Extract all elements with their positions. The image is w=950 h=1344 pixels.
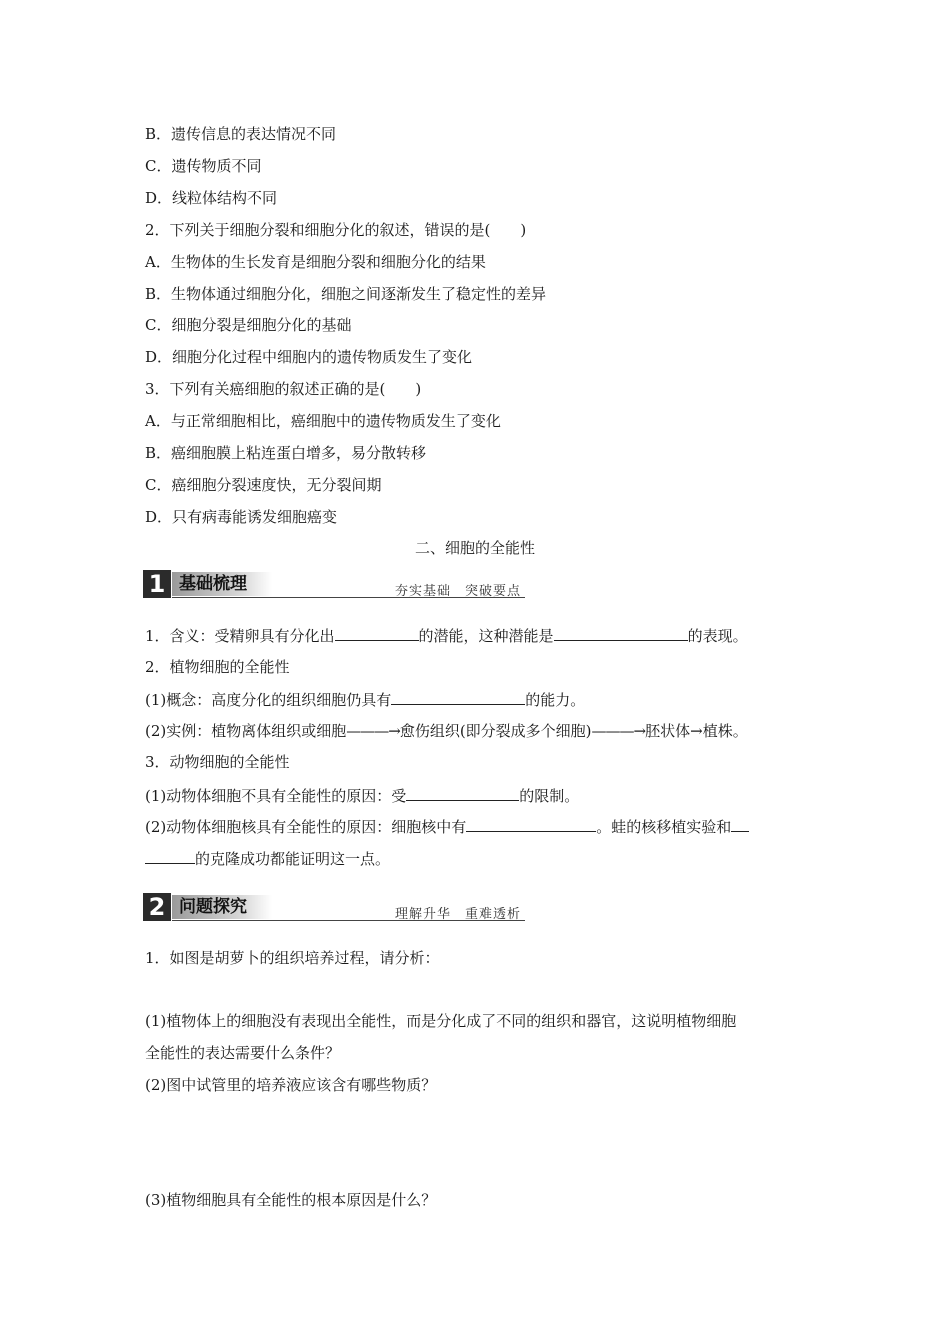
basics-item-3: 3．动物细胞的全能性 xyxy=(145,753,290,771)
basics-item-2: 2．植物细胞的全能性 xyxy=(145,658,290,676)
q1-option-c: C．遗传物质不同 xyxy=(145,157,262,175)
q3-option-d: D．只有病毒能诱发细胞癌变 xyxy=(145,508,338,526)
text: 的表现。 xyxy=(687,627,748,645)
basics-item-2-2 xyxy=(145,721,748,741)
q2-option-b: B．生物体通过细胞分化，细胞之间逐渐发生了稳定性的差异 xyxy=(145,285,547,303)
banner-rule xyxy=(172,920,525,921)
basics-item-2-1 xyxy=(145,689,585,710)
q3-stem: 3．下列有关癌细胞的叙述正确的是( ) xyxy=(145,380,422,398)
section-title: 二、细胞的全能性 xyxy=(414,539,535,557)
text: 。蛙的核移植实验和 xyxy=(596,818,732,836)
banner-subtitle: 夯实基础 突破要点 xyxy=(394,584,521,599)
text: 植株。 xyxy=(702,722,748,740)
banner-rule xyxy=(172,597,525,598)
q2-stem: 2．下列关于细胞分裂和细胞分化的叙述，错误的是( ) xyxy=(145,221,527,239)
basics-item-3-1 xyxy=(145,785,579,806)
explore-part-1-line-2: 全能性的表达需要什么条件？ xyxy=(145,1044,341,1062)
fill-blank xyxy=(391,689,525,705)
banner-subtitle: 理解升华 重难透析 xyxy=(394,907,521,922)
basics-item-3-2 xyxy=(145,816,749,837)
text: 愈伤组织(即分裂成多个细胞) xyxy=(399,722,592,740)
banner-number: 1 xyxy=(143,570,171,598)
basics-item-3-2-cont xyxy=(145,848,390,869)
fill-blank xyxy=(406,785,519,801)
banner-title: 基础梳理 xyxy=(179,574,247,594)
fill-blank xyxy=(731,816,749,832)
text: 胚状体 xyxy=(645,722,691,740)
q2-option-a: A．生物体的生长发育是细胞分裂和细胞分化的结果 xyxy=(145,253,486,271)
banner-title: 问题探究 xyxy=(179,897,247,917)
text: (1)动物体细胞不具有全能性的原因：受 xyxy=(145,787,407,805)
explore-question-1: 1．如图是胡萝卜的组织培养过程，请分析： xyxy=(145,949,440,967)
explore-part-3: (3)植物细胞具有全能性的根本原因是什么？ xyxy=(145,1191,437,1209)
text: 1．含义：受精卵具有分化出 xyxy=(145,627,335,645)
q1-option-b: B．遗传信息的表达情况不同 xyxy=(145,125,337,143)
arrow-icon: ———→ xyxy=(346,722,400,740)
q3-option-c: C．癌细胞分裂速度快，无分裂间期 xyxy=(145,476,382,494)
explore-part-1-line-1: (1)植物体上的细胞没有表现出全能性，而是分化成了不同的组织和器官，这说明植物细胞 xyxy=(145,1012,737,1030)
basics-item-1 xyxy=(145,625,748,646)
text: 的潜能，这种潜能是 xyxy=(418,627,554,645)
banner-explore xyxy=(143,893,525,923)
q3-option-b: B．癌细胞膜上粘连蛋白增多，易分散转移 xyxy=(145,444,427,462)
fill-blank xyxy=(335,625,419,641)
text: (2)动物体细胞核具有全能性的原因：细胞核中有 xyxy=(145,818,467,836)
text: 的能力。 xyxy=(525,691,586,709)
text: 的克隆成功都能证明这一点。 xyxy=(195,850,391,868)
fill-blank xyxy=(145,848,195,864)
q3-option-a: A．与正常细胞相比，癌细胞中的遗传物质发生了变化 xyxy=(145,412,501,430)
fill-blank xyxy=(554,625,688,641)
q2-option-c: C．细胞分裂是细胞分化的基础 xyxy=(145,316,352,334)
banner-number: 2 xyxy=(143,893,171,921)
text: (2)实例：植物离体组织或细胞 xyxy=(145,722,347,740)
text: 的限制。 xyxy=(519,787,580,805)
arrow-icon: → xyxy=(690,722,703,740)
explore-part-2: (2)图中试管里的培养液应该含有哪些物质？ xyxy=(145,1076,437,1094)
text: (1)概念：高度分化的组织细胞仍具有 xyxy=(145,691,392,709)
q1-option-d: D．线粒体结构不同 xyxy=(145,189,278,207)
fill-blank xyxy=(466,816,596,832)
banner-basics xyxy=(143,570,525,600)
q2-option-d: D．细胞分化过程中细胞内的遗传物质发生了变化 xyxy=(145,348,473,366)
arrow-icon: ———→ xyxy=(591,722,646,740)
